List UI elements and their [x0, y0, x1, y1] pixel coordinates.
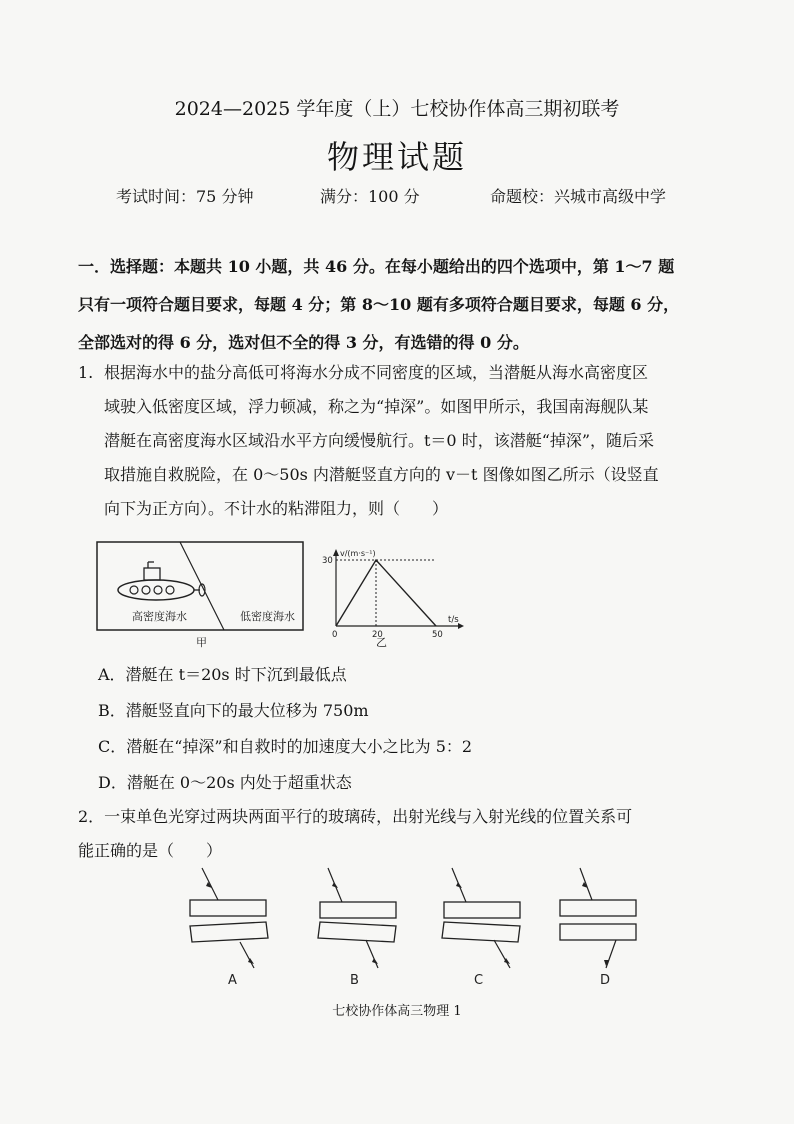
high-density-label: 高密度海水 — [132, 610, 187, 623]
question-line: 潜艇在高密度海水区域沿水平方向缓慢航行。t＝0 时，该潜艇“掉深”，随后采 — [104, 431, 655, 450]
question-line: 域驶入低密度区域，浮力顿减，称之为“掉深”。如图甲所示，我国南海舰队某 — [104, 397, 649, 416]
glass-block-lower — [190, 922, 268, 942]
glass-block-lower — [442, 922, 520, 942]
glass-block-lower — [560, 924, 636, 940]
exam-title: 物理试题 — [326, 138, 467, 176]
exit-ray — [240, 942, 254, 968]
x-axis-arrow — [458, 623, 464, 629]
exam-school: 命题校：兴城市高级中学 — [490, 187, 667, 206]
glass-block-upper — [320, 902, 396, 918]
option-label-b: B — [350, 973, 359, 988]
submarine-icon — [118, 562, 205, 600]
low-density-label: 低密度海水 — [240, 610, 295, 623]
glass-option-a — [190, 868, 268, 988]
figure-jia — [96, 540, 306, 650]
exam-time: 考试时间：75 分钟 — [116, 187, 254, 206]
y-tick-label: 30 — [322, 556, 333, 566]
question-number: 1. — [78, 363, 94, 382]
glass-block-upper — [190, 900, 266, 916]
question-text — [104, 356, 746, 526]
question-line: 向下为正方向）。不计水的粘滞阻力，则（ ） — [104, 499, 449, 518]
vt-dynamic-group — [322, 556, 443, 640]
x-axis-label: t/s — [448, 615, 459, 625]
option-d: D．潜艇在 0～20s 内处于超重状态 — [98, 773, 352, 792]
velocity-series-line — [336, 560, 436, 626]
option-label-a: A — [228, 973, 237, 988]
section-line: 全部选对的得 6 分，选对但不全的得 3 分，有选错的得 0 分。 — [78, 333, 529, 352]
option-label-c: C — [474, 973, 484, 988]
option-a: A．潜艇在 t＝20s 时下沉到最低点 — [98, 665, 347, 684]
ray-arrow — [372, 958, 378, 964]
glass-block-figures — [170, 860, 640, 992]
incident-ray — [580, 868, 592, 900]
exam-score: 满分：100 分 — [320, 187, 420, 206]
y-axis-label: v/(m·s⁻¹) — [340, 549, 376, 558]
section-line: 一．选择题：本题共 10 小题，共 46 分。在每小题给出的四个选项中，第 1～7 题 — [78, 257, 675, 276]
question-line: 2．一束单色光穿过两块两面平行的玻璃砖，出射光线与入射光线的位置关系可 — [78, 807, 633, 826]
ray-arrow — [332, 882, 338, 888]
glass-option-b — [318, 868, 396, 988]
figure-jia-caption: 甲 — [196, 636, 207, 649]
exit-ray — [606, 940, 616, 968]
incident-ray — [202, 868, 218, 900]
x-tick-label: 20 — [372, 630, 383, 640]
option-label-d: D — [600, 973, 611, 988]
ray-arrow — [456, 882, 462, 888]
x-tick-label: 0 — [332, 630, 338, 640]
glass-option-d — [560, 868, 636, 988]
figure-yi-chart — [316, 544, 466, 648]
section-instructions — [78, 248, 748, 362]
figure-yi-caption: 乙 — [376, 636, 387, 648]
question-line: 能正确的是（ ） — [78, 841, 223, 860]
glass-block-lower — [318, 922, 396, 942]
x-tick-label: 50 — [432, 630, 443, 640]
page-footer: 七校协作体高三物理 1 — [332, 1004, 462, 1019]
option-c: C．潜艇在“掉深”和自救时的加速度大小之比为 5：2 — [98, 737, 473, 756]
question-2 — [78, 800, 738, 868]
exit-ray — [494, 940, 510, 968]
exit-ray — [366, 940, 378, 968]
glass-block-upper — [444, 902, 520, 918]
y-axis-arrow — [333, 549, 339, 556]
question-line: 取措施自救脱险，在 0～50s 内潜艇竖直方向的 v－t 图像如图乙所示（设竖直 — [104, 465, 659, 484]
exam-header: 2024—2025 学年度（上）七校协作体高三期初联考 — [174, 98, 620, 120]
glass-block-upper — [560, 900, 636, 916]
option-b: B．潜艇竖直向下的最大位移为 750m — [98, 701, 369, 720]
question-line: 根据海水中的盐分高低可将海水分成不同密度的区域，当潜艇从海水高密度区 — [104, 363, 649, 382]
glass-option-c — [442, 868, 520, 988]
section-line: 只有一项符合题目要求，每题 4 分；第 8～10 题有多项符合题目要求，每题 6 分， — [78, 295, 680, 314]
